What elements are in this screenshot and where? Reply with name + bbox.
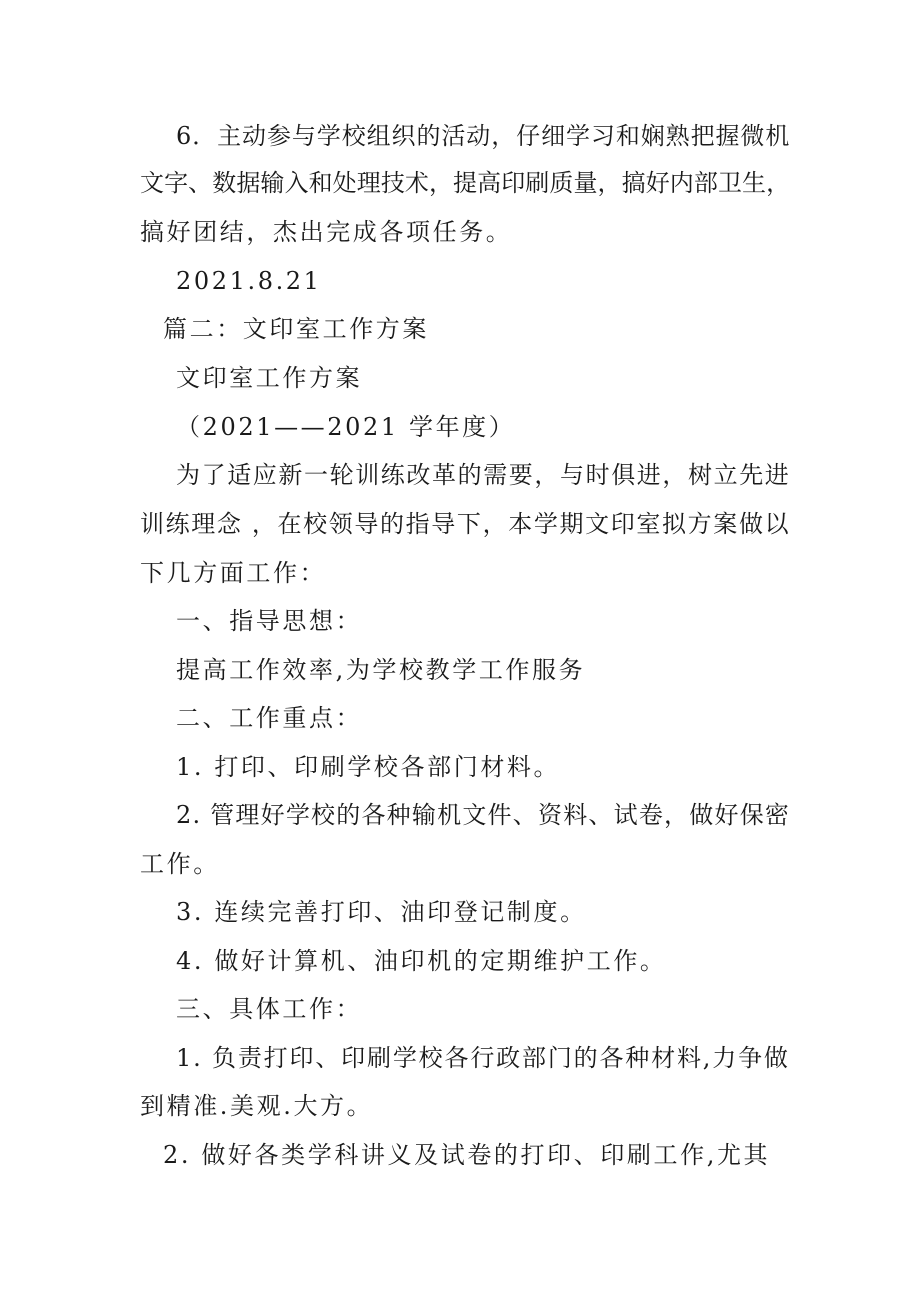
key-work-item3: 3. 连续完善打印、油印登记制度。 xyxy=(176,898,587,926)
key-work-item2-line2: 工作。 xyxy=(140,850,220,878)
paragraph-item6-line1: 6．主动参与学校组织的活动，仔细学习和娴熟把握微机 xyxy=(176,122,791,150)
specific-work-item2-line1: 2. 做好各类学科讲义及试卷的打印、印刷工作,尤其 xyxy=(163,1141,771,1169)
intro-line2: 训练理念 ，在校领导的指导下，本学期文印室拟方案做以 xyxy=(140,510,791,538)
paragraph-item6-line3: 搞好团结，杰出完成各项任务。 xyxy=(140,218,513,246)
paragraph-item6-line2: 文字、数据输入和处理技术，提高印刷质量，搞好内部卫生， xyxy=(140,169,791,197)
specific-work-item1-line2: 到精准.美观.大方。 xyxy=(140,1092,374,1120)
guiding-ideology-text: 提高工作效率,为学校教学工作服务 xyxy=(176,656,586,684)
heading-key-work: 二、工作重点： xyxy=(176,704,363,732)
key-work-item4: 4. 做好计算机、油印机的定期维护工作。 xyxy=(176,947,667,975)
intro-line1: 为了适应新一轮训练改革的需要，与时俱进，树立先进 xyxy=(176,461,791,489)
school-year: （2021——2021 学年度） xyxy=(176,413,516,441)
heading-specific-work: 三、具体工作： xyxy=(176,995,363,1023)
key-work-item2-line1: 2. 管理好学校的各种输机文件、资料、试卷，做好保密 xyxy=(176,801,791,829)
specific-work-item1-line1: 1. 负责打印、印刷学校各行政部门的各种材料,力争做 xyxy=(176,1044,790,1072)
document-title: 文印室工作方案 xyxy=(176,364,363,392)
section-heading: 篇二：文印室工作方案 xyxy=(163,315,429,343)
heading-guiding-ideology: 一、指导思想： xyxy=(176,607,363,635)
date-line: 2021.8.21 xyxy=(176,267,322,295)
key-work-item1: 1. 打印、印刷学校各部门材料。 xyxy=(176,753,561,781)
intro-line3: 下几方面工作： xyxy=(140,559,327,587)
